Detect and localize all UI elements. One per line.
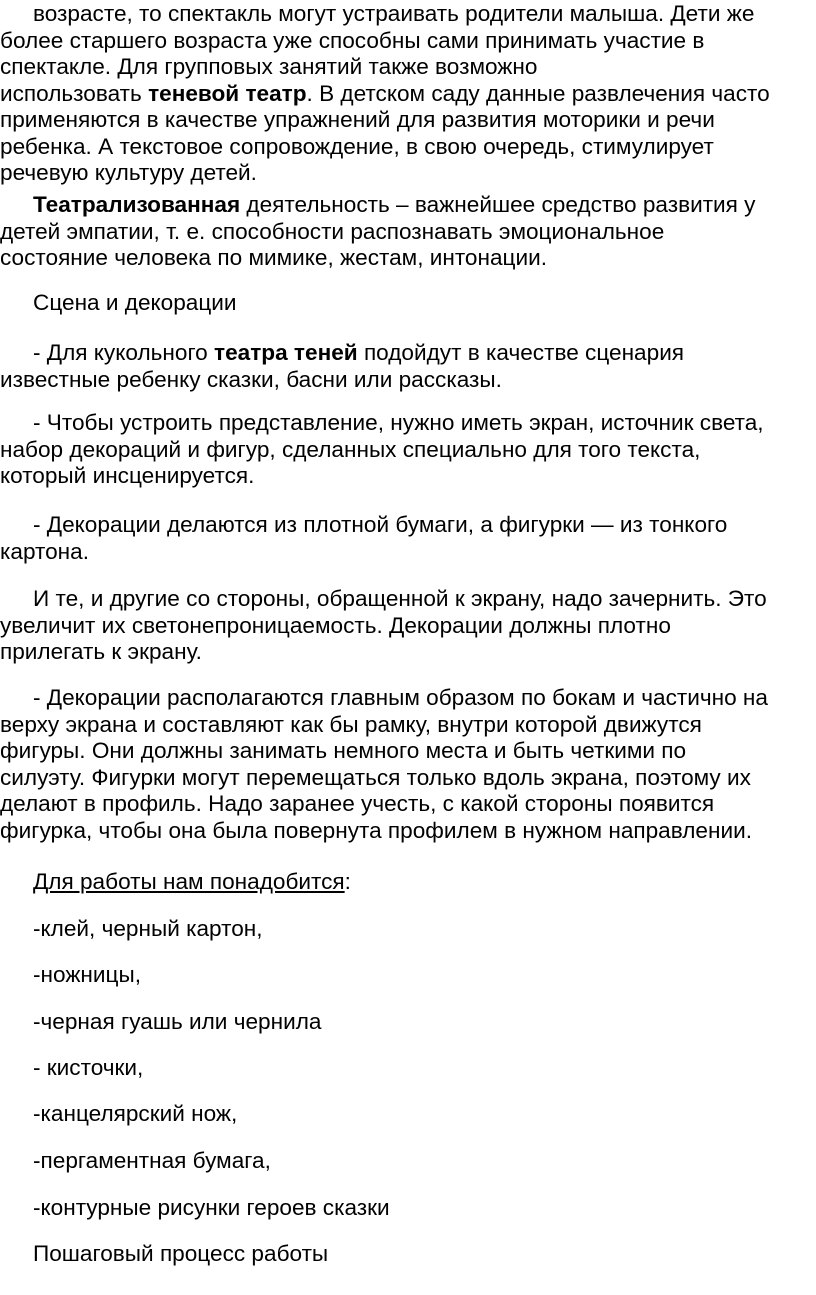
paragraph-scenario [0,340,810,393]
text-line: увеличит их светонепроницаемость. Декорации должны плотно [0,612,671,638]
section-heading-stage [0,290,810,317]
text-line: И те, и другие со стороны, обращенной к экрану, надо зачернить. Это [33,586,767,611]
materials-heading [0,869,810,896]
material-item [0,916,810,943]
material-item-text: -контурные рисунки героев сказки [33,1195,390,1220]
text-line: состояние человека по мимике, жестам, интонации. [0,245,548,270]
text-run: деятельность – важнейшее средство развития у [240,192,756,217]
text-line: детей эмпатии, т. е. способности распознавать эмоциональное [0,218,665,244]
material-item-text: -пергаментная бумага, [33,1148,271,1173]
text-line: - Чтобы устроить представление, нужно иметь экран, источник света, [33,410,764,435]
text-line: возрасте, то спектакль могут устраивать родители малыша. Дети же [33,1,755,26]
text-line: силуэту. Фигурки могут перемещаться только вдоль экрана, поэтому их [0,764,751,790]
material-item [0,1195,810,1222]
text-line: - Декорации делаются из плотной бумаги, а фигурки — из тонкого [33,512,728,537]
materials-heading-block [0,869,810,896]
text-line [0,340,810,367]
text-line [0,192,810,219]
paragraph-puppet-theatre-age [0,1,810,187]
text-line: речевую культуру детей. [0,160,257,185]
paragraph-theatrical-activity [0,192,810,272]
text-line: который инсценируется. [0,463,255,488]
material-item [0,1148,810,1175]
material-item-text: -черная гуашь или чернила [33,1009,322,1034]
paragraph-performance [0,410,810,490]
text-run: . В детском саду данные развлечения часто [306,80,770,106]
material-item [0,1009,810,1036]
paragraph-blacken [0,586,810,666]
materials-heading-text: Для работы нам понадобится [33,869,345,894]
text-line: делают в профиль. Надо заранее учесть, с какой стороны появится [0,791,715,816]
bold-term-theatrical: Театрализованная [33,192,241,217]
text-line: фигурка, чтобы она была повернута профилем в нужном направлении. [0,817,752,843]
material-item [0,1055,810,1082]
text-line: ребенка. А текстовое сопровождение, в свою очередь, стимулирует [0,133,714,159]
text-line: верху экрана и составляют как бы рамку, внутри которой движутся [0,711,702,737]
text-line: - Декорации располагаются главным образом по бокам и частично на [33,685,768,710]
material-item-text: - кисточки, [33,1055,144,1080]
text-run: - Для кукольного [33,340,215,365]
text-line: более старшего возраста уже способны сами принимать участие в [0,27,705,53]
material-item [0,1101,810,1128]
text-line: спектакле. Для групповых занятий также возможно [0,54,538,79]
text-line: картона. [0,538,89,564]
bold-term-shadow-theatre: теневой театр [148,80,307,106]
text-run: использовать [0,80,149,106]
text-line: применяются в качестве упражнений для развития моторики и речи [0,107,715,132]
material-item-text: -канцелярский нож, [33,1101,238,1126]
section-heading: Сцена и декорации [33,290,237,315]
text-line [0,81,810,108]
process-heading: Пошаговый процесс работы [33,1241,329,1266]
materials-heading-colon: : [344,869,351,894]
bold-term-shadow-theatre-2: театра теней [214,340,358,365]
text-line: прилегать к экрану. [0,639,202,664]
material-item-text: -ножницы, [33,962,141,987]
paragraph-decorations-placement [0,685,810,844]
text-run: подойдут в качестве сценария [357,340,685,365]
process-heading-block [0,1241,810,1268]
text-line: известные ребенку сказки, басни или рассказы. [0,366,502,392]
text-line: набор декораций и фигур, сделанных специально для того текста, [0,436,701,462]
paragraph-decorations-material [0,512,810,565]
material-item [0,962,810,989]
text-line: фигуры. Они должны занимать немного места и быть четкими по [0,738,687,763]
material-item-text: -клей, черный картон, [33,916,263,941]
